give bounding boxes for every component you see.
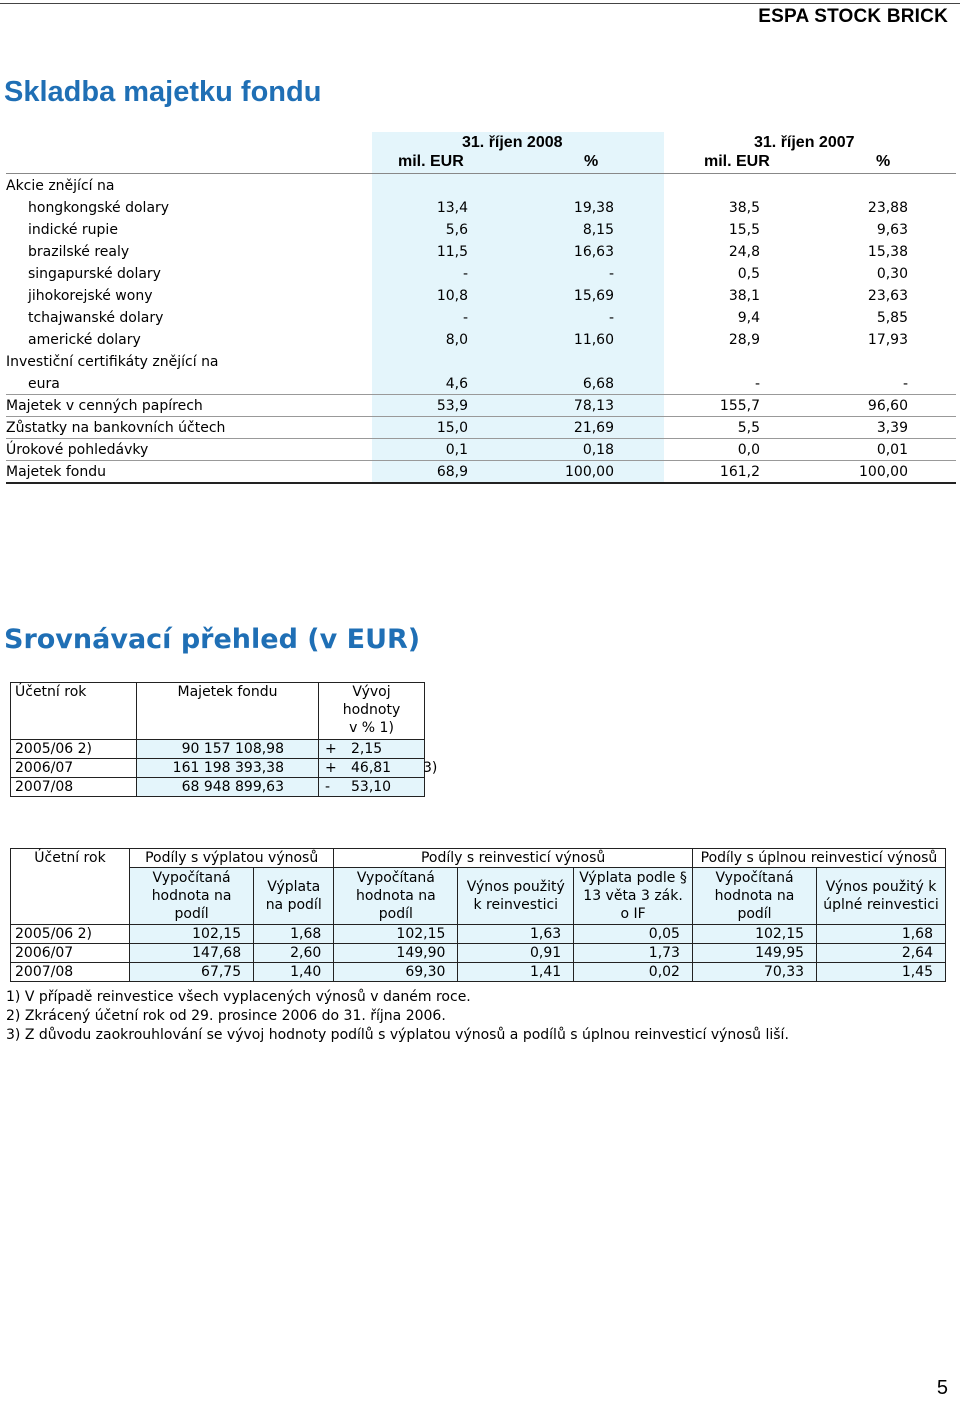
row-value: 15,38 [867, 244, 908, 260]
row-value: 15,0 [436, 420, 468, 436]
composition-row [6, 285, 956, 307]
cell-year: 2007/08 [11, 778, 137, 797]
row-label: jihokorejské wony [28, 288, 153, 304]
composition-row [6, 175, 956, 197]
row-value: 11,60 [573, 332, 614, 348]
row-value: 8,0 [445, 332, 468, 348]
row-value: 9,63 [876, 222, 908, 238]
cell-value: 1,73 [574, 944, 693, 963]
cell-value: 102,15 [130, 925, 254, 944]
group-header-payout: Podíly s výplatou výnosů [130, 849, 334, 868]
row-value: 0,1 [445, 442, 468, 458]
change-sign: - [325, 779, 331, 795]
col-header-change-line3: v % 1) [349, 720, 394, 736]
row-value: 5,85 [876, 310, 908, 326]
row-value: 3,39 [876, 420, 908, 436]
change-value: 2,15 [351, 741, 383, 757]
row-value: 11,5 [436, 244, 468, 260]
col-header-change [319, 683, 425, 740]
cell-value: 1,45 [817, 963, 946, 982]
header-pct-2007: % [876, 153, 891, 170]
row-value: 6,68 [582, 376, 614, 392]
comparison-table-assets [10, 682, 438, 797]
row-value: - [608, 266, 614, 282]
row-value: 38,1 [728, 288, 760, 304]
col-subheader: Výplata na podíl [254, 868, 334, 925]
cell-value: 1,68 [817, 925, 946, 944]
cell-assets: 90 157 108,98 [137, 740, 319, 759]
group-header-reinvest: Podíly s reinvesticí výnosů [334, 849, 693, 868]
row-label: Investiční certifikáty znějící na [6, 354, 219, 370]
row-value: 0,01 [876, 442, 908, 458]
row-value: 4,6 [445, 376, 468, 392]
row-value: 8,15 [582, 222, 614, 238]
cell-value: 102,15 [692, 925, 816, 944]
col-header-year: Účetní rok [11, 849, 130, 925]
cell-value: 0,05 [574, 925, 693, 944]
row-value: 21,69 [573, 420, 614, 436]
cell-year: 2005/06 2) [11, 925, 130, 944]
composition-row [6, 461, 956, 483]
header-date-2008: 31. říjen 2008 [462, 134, 563, 151]
cell-value: 2,60 [254, 944, 334, 963]
row-value: 15,69 [573, 288, 614, 304]
row-value: 28,9 [728, 332, 760, 348]
row-label: hongkongské dolary [28, 200, 170, 216]
composition-row [6, 197, 956, 219]
col-subheader: Vypočítaná hodnota na podíl [692, 868, 816, 925]
change-sign: + [325, 741, 337, 757]
cell-value: 149,95 [692, 944, 816, 963]
table-row [11, 944, 946, 963]
cell-value: 1,63 [458, 925, 574, 944]
row-value: 155,7 [719, 398, 760, 414]
col-subheader: Vypočítaná hodnota na podíl [334, 868, 458, 925]
row-label: Úrokové pohledávky [6, 442, 149, 458]
row-value: 161,2 [719, 464, 760, 480]
row-value: - [608, 310, 614, 326]
col-header-assets: Majetek fondu [137, 683, 319, 740]
row-value: 100,00 [565, 464, 614, 480]
row-value: 0,5 [737, 266, 760, 282]
cell-value: 69,30 [334, 963, 458, 982]
row-value: 5,6 [445, 222, 468, 238]
change-note: 3) [423, 760, 438, 776]
cell-assets: 68 948 899,63 [137, 778, 319, 797]
row-value: 0,0 [737, 442, 760, 458]
row-value: 0,30 [876, 266, 908, 282]
cell-value: 1,68 [254, 925, 334, 944]
row-label: Akcie znějící na [6, 178, 115, 194]
header-date-2007: 31. říjen 2007 [754, 134, 855, 151]
row-label: tchajwanské dolary [28, 310, 164, 326]
row-value: - [462, 266, 468, 282]
row-label: eura [28, 376, 60, 392]
composition-row [6, 307, 956, 329]
row-value: - [902, 376, 908, 392]
row-divider [6, 482, 956, 484]
col-subheader: Výplata podle § 13 věta 3 zák. o IF [574, 868, 693, 925]
col-header-change-line2: hodnoty [342, 702, 401, 718]
composition-table [6, 132, 956, 484]
row-value: - [462, 310, 468, 326]
cell-value: 0,02 [574, 963, 693, 982]
cell-year: 2006/07 [11, 944, 130, 963]
header-unit-2008: mil. EUR [398, 153, 464, 170]
col-header-change-line1: Vývoj [352, 684, 391, 700]
cell-value: 147,68 [130, 944, 254, 963]
row-label: Majetek fondu [6, 464, 106, 480]
footnote-1: 1) V případě reinvestice všech vyplacených výnosů v daném roce. [6, 989, 471, 1005]
cell-value: 2,64 [817, 944, 946, 963]
row-value: 23,63 [867, 288, 908, 304]
row-label: Majetek v cenných papírech [6, 398, 203, 414]
col-subheader: Vypočítaná hodnota na podíl [130, 868, 254, 925]
row-value: 96,60 [867, 398, 908, 414]
cell-value: 102,15 [334, 925, 458, 944]
cell-year: 2007/08 [11, 963, 130, 982]
composition-row [6, 395, 956, 417]
table-row [11, 740, 425, 759]
row-value: 15,5 [728, 222, 760, 238]
composition-row [6, 241, 956, 263]
row-value: 24,8 [728, 244, 760, 260]
cell-change [319, 778, 425, 797]
table-row [11, 963, 946, 982]
header-unit-2007: mil. EUR [704, 153, 770, 170]
group-header-full-reinvest: Podíly s úplnou reinvesticí výnosů [692, 849, 945, 868]
cell-assets: 161 198 393,38 [137, 759, 319, 778]
footnote-3: 3) Z důvodu zaokrouhlování se vývoj hodnoty podílů s výplatou výnosů a podílů s úplnou reinvesticí výnosů liší. [6, 1027, 789, 1043]
page-number: 5 [936, 1377, 948, 1399]
row-value: 0,18 [582, 442, 614, 458]
row-value: 16,63 [573, 244, 614, 260]
composition-row [6, 329, 956, 351]
change-value: 53,10 [351, 779, 392, 795]
table-row [11, 759, 425, 778]
cell-year: 2005/06 2) [11, 740, 137, 759]
composition-row [6, 417, 956, 439]
section-title-comparison: Srovnávací přehled (v EUR) [4, 624, 421, 655]
cell-value: 67,75 [130, 963, 254, 982]
row-value: 9,4 [737, 310, 760, 326]
cell-year: 2006/07 [11, 759, 137, 778]
composition-row [6, 263, 956, 285]
row-value: 53,9 [436, 398, 468, 414]
table-row [11, 778, 425, 797]
cell-change [319, 740, 425, 759]
row-label: americké dolary [28, 332, 141, 348]
composition-row [6, 351, 956, 373]
composition-row [6, 439, 956, 461]
row-value: 38,5 [728, 200, 760, 216]
cell-value: 1,41 [458, 963, 574, 982]
cell-value: 0,91 [458, 944, 574, 963]
header-pct-2008: % [584, 153, 599, 170]
change-sign: + [325, 760, 337, 776]
cell-value: 149,90 [334, 944, 458, 963]
cell-change [319, 759, 438, 778]
row-value: 17,93 [867, 332, 908, 348]
cell-value: 1,40 [254, 963, 334, 982]
composition-row [6, 219, 956, 241]
row-value: 13,4 [436, 200, 468, 216]
fund-name: ESPA STOCK BRICK [758, 6, 948, 27]
col-subheader: Výnos použitý k úplné reinvestici [817, 868, 946, 925]
table-row [11, 925, 946, 944]
row-value: - [754, 376, 760, 392]
row-label: Zůstatky na bankovních účtech [6, 420, 226, 436]
row-value: 78,13 [573, 398, 614, 414]
row-value: 68,9 [436, 464, 468, 480]
row-label: indické rupie [28, 222, 118, 238]
col-subheader: Výnos použitý k reinvestici [458, 868, 574, 925]
row-value: 5,5 [737, 420, 760, 436]
cell-value: 70,33 [692, 963, 816, 982]
composition-row [6, 373, 956, 395]
col-header-year: Účetní rok [11, 683, 137, 740]
row-label: singapurské dolary [28, 266, 161, 282]
row-label: brazilské realy [28, 244, 130, 260]
row-value: 23,88 [867, 200, 908, 216]
section-title-composition: Skladba majetku fondu [4, 76, 322, 108]
row-value: 19,38 [573, 200, 614, 216]
footnotes [6, 988, 789, 1045]
change-value: 46,81 [351, 760, 392, 776]
footnote-2: 2) Zkrácený účetní rok od 29. prosince 2006 do 31. října 2006. [6, 1008, 446, 1024]
row-value: 10,8 [436, 288, 468, 304]
row-value: 100,00 [859, 464, 908, 480]
header-rule [0, 3, 960, 4]
header-divider [6, 173, 956, 174]
comparison-table-shares [10, 848, 946, 982]
